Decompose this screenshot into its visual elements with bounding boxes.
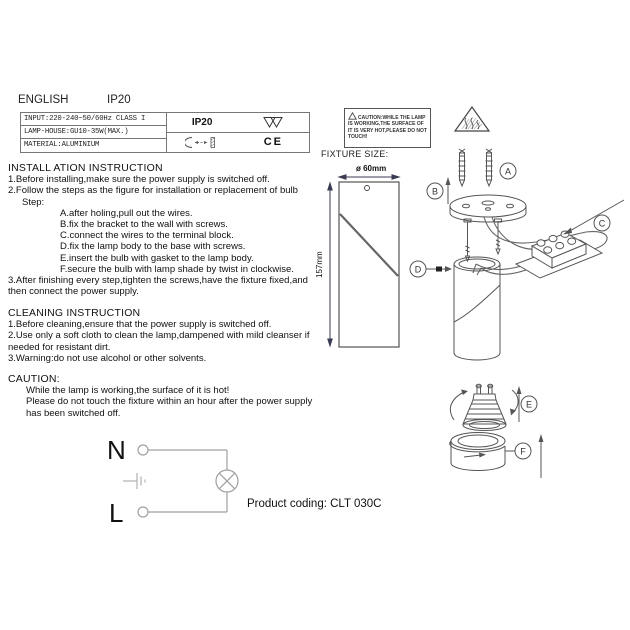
warning-triangle-icon xyxy=(348,112,357,120)
cleaning-line: 2.Use only a soft cloth to clean the lamp,dampened with mild cleanser if xyxy=(8,330,310,342)
height-dimension: 157mm xyxy=(315,251,324,278)
terminal-block xyxy=(516,231,602,278)
install-step: C.connect the wires to the terminal block. xyxy=(60,230,234,242)
fixture-size-drawing xyxy=(310,160,412,360)
install-line: 2.Follow the steps as the figure for installation or replacement of bulb xyxy=(8,185,298,197)
svg-text:F: F xyxy=(520,446,526,457)
spec-table xyxy=(20,112,310,153)
gu10-bulb xyxy=(463,384,506,430)
install-line: then connect the power supply. xyxy=(8,286,139,298)
install-line: Step: xyxy=(22,196,45,208)
diameter-dim-line xyxy=(339,175,399,179)
minimum-distance-icon xyxy=(185,136,219,149)
install-step: A.after holing,pull out the wires. xyxy=(60,207,193,219)
label-f xyxy=(505,434,544,478)
install-step: E.insert the bulb with gasket to the lamp body. xyxy=(60,252,254,264)
warning-box-text: CAUTION:WHILE THE LAMP IS WORKING,THE SURFACE OF IT IS VERY HOT,PLEASE DO NOT TOUCH! xyxy=(348,115,427,140)
wiring-lines xyxy=(138,445,227,517)
fixture-size-title: FIXTURE SIZE: xyxy=(321,149,389,159)
install-line: 3.After finishing every step,tighten the screws,have the fixture fixed,and xyxy=(8,275,308,287)
earth-symbol xyxy=(123,473,145,489)
fixture-front-view xyxy=(339,182,399,347)
svg-text:B: B xyxy=(431,186,439,197)
svg-text:A: A xyxy=(504,166,512,177)
svg-text:C: C xyxy=(598,218,606,229)
wiring-diagram xyxy=(95,430,270,532)
spec-row-material: MATERIAL:ALUMINIUM xyxy=(24,141,100,149)
lamp-symbol xyxy=(216,470,238,492)
cleaning-title: CLEANING INSTRUCTION xyxy=(8,307,141,319)
double-triangle-icon xyxy=(263,116,283,129)
install-step: B.fix the bracket to the wall with screws. xyxy=(60,219,228,231)
assembly-diagram xyxy=(408,140,630,500)
height-dim-line xyxy=(328,183,332,346)
ce-mark: CE xyxy=(263,136,284,149)
hot-surface-warning-icon xyxy=(452,104,492,134)
installation-instructions xyxy=(8,163,338,297)
caution-title: CAUTION: xyxy=(8,373,60,385)
label-d xyxy=(410,261,452,277)
spec-rating-row xyxy=(167,113,310,133)
caution-section xyxy=(8,374,338,419)
language-label: ENGLISH xyxy=(18,94,69,106)
spec-table-right xyxy=(167,113,310,152)
spec-marks-row xyxy=(167,133,310,153)
spec-row-input: INPUT:220-240~50/60Hz CLASS I xyxy=(21,113,166,126)
ip20-label: IP20 xyxy=(191,116,213,128)
install-line: 1.Before installing,make sure the power supply is switched off. xyxy=(8,174,270,186)
product-coding: Product coding: CLT 030C xyxy=(247,498,382,510)
live-label: L xyxy=(109,498,124,528)
lamp-shade xyxy=(450,433,505,471)
svg-text:D: D xyxy=(414,264,422,275)
spec-table-left xyxy=(21,113,167,152)
label-a xyxy=(500,163,516,179)
cleaning-instructions xyxy=(8,308,338,364)
caution-line: While the lamp is working,the surface of it is hot! xyxy=(26,385,230,397)
install-step: D.fix the lamp body to the base with screws. xyxy=(60,241,246,253)
installation-title: INSTALL ATION INSTRUCTION xyxy=(8,162,163,174)
label-c xyxy=(563,200,624,235)
mounting-bracket xyxy=(450,195,526,222)
caution-line: Please do not touch the fixture within an hour after the power supply xyxy=(26,396,313,408)
wall-anchor-icon xyxy=(459,149,493,186)
label-e xyxy=(517,386,538,422)
label-b xyxy=(427,177,451,204)
neutral-label: N xyxy=(107,435,126,465)
install-step: F.secure the bulb with lamp shade by twist in clockwise. xyxy=(60,263,294,275)
svg-text:E: E xyxy=(525,399,533,410)
lamp-body xyxy=(454,257,500,360)
spec-row-lamp: LAMP-HOUSE:GU10-35W(MAX.) xyxy=(21,126,166,139)
caution-line: has been switched off. xyxy=(26,407,121,419)
diameter-dimension: ø 60mm xyxy=(356,164,387,173)
cleaning-line: 3.Warning:do not use alcohol or other solvents. xyxy=(8,352,207,364)
ip-rating-header: IP20 xyxy=(107,94,131,106)
cleaning-line: 1.Before cleaning,ensure that the power supply is switched off. xyxy=(8,319,272,331)
cleaning-line: needed for resistant dirt. xyxy=(8,341,111,353)
